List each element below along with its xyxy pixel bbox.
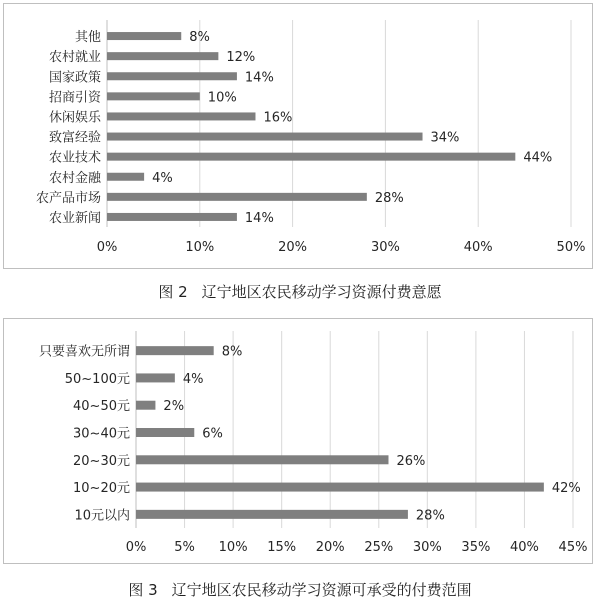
chart-1-value-label: 44% — [523, 150, 553, 166]
chart-1-category-label: 农业新闻 — [48, 210, 101, 226]
chart-1-category-label: 农村就业 — [48, 50, 101, 66]
chart-1-bar — [107, 112, 255, 120]
chart-2-value-label: 8% — [221, 344, 243, 360]
chart-1-frame — [3, 3, 593, 269]
chart-1-value-label: 8% — [189, 30, 210, 46]
chart-1 — [4, 4, 594, 270]
chart-1-category-label: 国家政策 — [48, 70, 101, 86]
chart-1-category-label: 休闲娱乐 — [48, 110, 101, 126]
chart-1-x-tick-label: 20% — [278, 240, 308, 255]
chart-1-caption — [0, 281, 600, 302]
chart-1-value-label: 34% — [430, 130, 460, 146]
chart-1-value-label: 14% — [244, 210, 274, 226]
chart-2-caption — [0, 579, 600, 600]
chart-2-bar — [136, 483, 544, 492]
chart-1-bar — [107, 173, 144, 181]
chart-1-value-label: 14% — [244, 70, 274, 86]
chart-2-x-tick-label: 40% — [509, 540, 539, 555]
chart-2-category-label: 40~50元 — [73, 399, 130, 415]
chart-1-caption-number: 图 2 — [158, 283, 188, 301]
chart-2-bar — [136, 510, 408, 519]
chart-1-bar — [107, 32, 181, 40]
chart-2-x-tick-label: 45% — [558, 540, 588, 555]
chart-2-caption-number: 图 3 — [128, 581, 158, 599]
chart-1-category-label: 农村金融 — [48, 170, 101, 186]
chart-1-category-label: 农产品市场 — [35, 190, 101, 206]
chart-2-x-tick-label: 15% — [267, 540, 297, 555]
chart-1-bar — [107, 133, 423, 141]
chart-2-bar — [136, 428, 194, 437]
chart-1-x-tick-label: 50% — [556, 240, 586, 255]
chart-2-x-tick-label: 25% — [364, 540, 394, 555]
chart-1-caption-text: 辽宁地区农民移动学习资源付费意愿 — [201, 283, 442, 301]
chart-2-value-label: 42% — [551, 481, 581, 497]
chart-1-value-label: 10% — [207, 90, 237, 106]
chart-2-x-tick-label: 0% — [125, 540, 147, 555]
chart-1-bar — [107, 92, 200, 100]
chart-2-category-label: 50~100元 — [64, 371, 130, 387]
chart-1-bar — [107, 72, 237, 80]
chart-2-value-label: 26% — [396, 453, 426, 469]
chart-1-bar — [107, 52, 218, 60]
chart-1-value-label: 12% — [226, 50, 256, 66]
chart-2-x-tick-label: 10% — [218, 540, 248, 555]
chart-2-bar — [136, 373, 175, 382]
chart-2-bar — [136, 346, 214, 355]
chart-2-bar — [136, 455, 388, 464]
chart-2-value-label: 28% — [415, 508, 445, 524]
chart-1-x-tick-label: 40% — [463, 240, 493, 255]
chart-1-category-label: 农业技术 — [48, 150, 101, 166]
chart-2-x-tick-label: 35% — [461, 540, 491, 555]
chart-1-value-label: 4% — [152, 170, 173, 186]
chart-2-value-label: 6% — [202, 426, 223, 442]
chart-1-category-label: 招商引资 — [48, 90, 101, 106]
chart-2-bar — [136, 401, 155, 410]
chart-1-value-label: 28% — [374, 190, 404, 206]
chart-1-x-tick-label: 30% — [370, 240, 400, 255]
chart-2-x-tick-label: 20% — [315, 540, 345, 555]
chart-1-value-label: 16% — [263, 110, 293, 126]
chart-2-category-label: 30~40元 — [73, 426, 130, 442]
chart-1-category-label: 其他 — [74, 30, 101, 46]
chart-2-category-label: 只要喜欢无所谓 — [38, 344, 130, 360]
chart-2-frame — [3, 318, 593, 564]
chart-1-bar — [107, 193, 367, 201]
chart-2-x-tick-label: 5% — [174, 540, 195, 555]
chart-2-x-tick-label: 30% — [412, 540, 442, 555]
chart-1-category-label: 致富经验 — [48, 130, 101, 146]
chart-1-bar — [107, 213, 237, 221]
chart-2-caption-text: 辽宁地区农民移动学习资源可承受的付费范围 — [171, 581, 472, 599]
chart-1-x-tick-label: 10% — [185, 240, 215, 255]
chart-2-value-label: 2% — [163, 399, 185, 415]
chart-2-category-label: 10~20元 — [73, 481, 130, 497]
chart-1-bar — [107, 153, 515, 161]
chart-1-x-tick-label: 0% — [96, 240, 118, 255]
chart-2-category-label: 10元以内 — [74, 508, 130, 524]
chart-2 — [4, 319, 594, 565]
chart-2-value-label: 4% — [182, 371, 204, 387]
chart-2-category-label: 20~30元 — [73, 453, 130, 469]
